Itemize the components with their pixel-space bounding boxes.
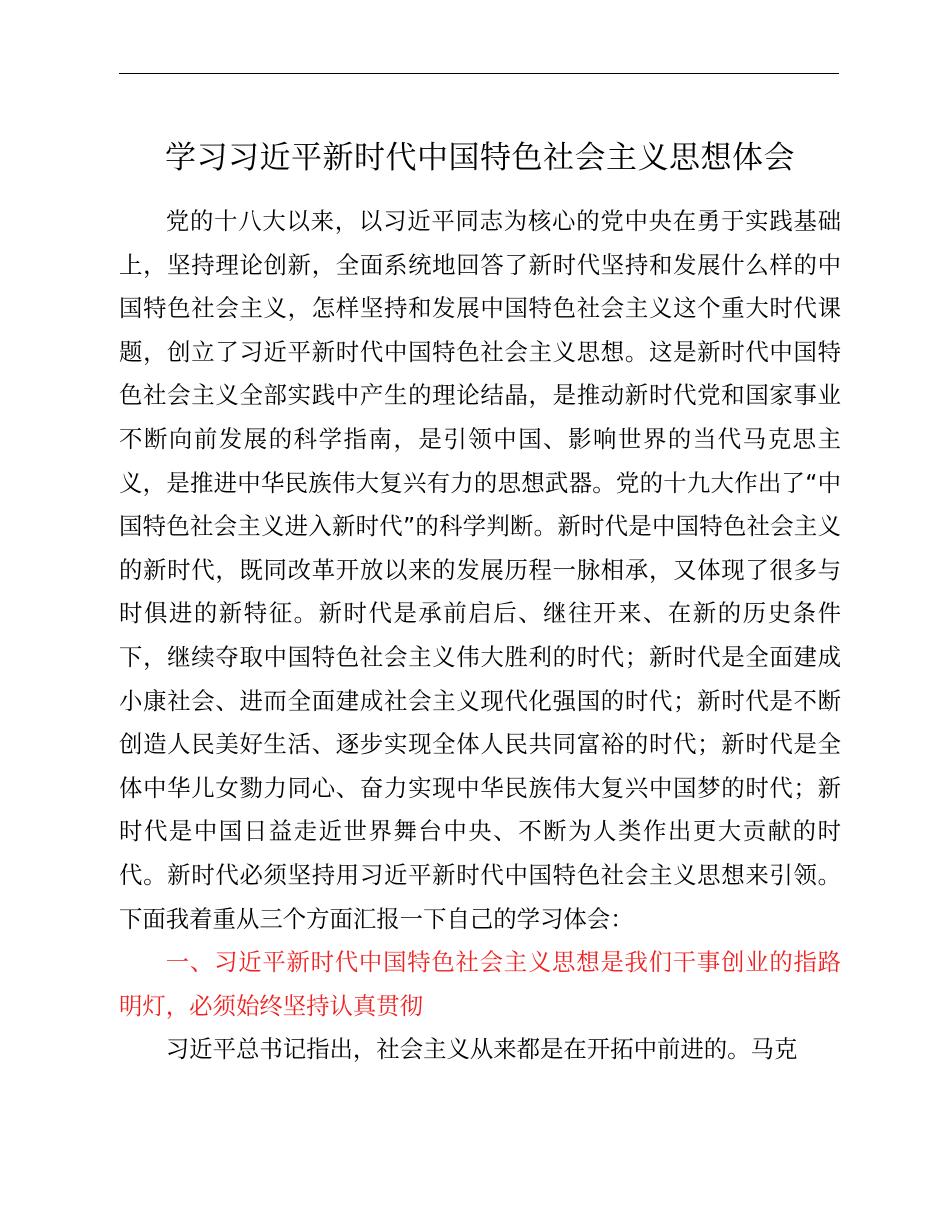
section-1-paragraph: 习近平总书记指出，社会主义从来都是在开拓中前进的。马克	[165, 1035, 798, 1064]
document-title: 学习习近平新时代中国特色社会主义思想体会	[165, 140, 795, 176]
header-rule	[119, 73, 839, 74]
section-heading-1: 一、习近平新时代中国特色社会主义思想是我们干事创业的指路明灯，必须始终坚持认真贯彻	[119, 948, 841, 1020]
intro-paragraph: 党的十八大以来，以习近平同志为核心的党中央在勇于实践基础上，坚持理论创新，全面系统地回答了新时代坚持和发展什么样的中国特色社会主义，怎样坚持和发展中国特色社会主义这个重大时代课题，创立了习近平新时代中国特色社会主义思想。这是新时代中国特色社会主义全部实践中产生的理论结晶，是推动新时代党和国家事业不断向前发展的科学指南，是引领中国、影响世界的当代马克思主义，是推进中华民族伟大复兴有力的思想武器。党的十九大作出了“中国特色社会主义进入新时代”的科学判断。新时代是中国特色社会主义的新时代，既同改革开放以来的发展历程一脉相承，又体现了很多与时俱进的新特征。新时代是承前启后、继往开来、在新的历史条件下，继续夺取中国特色社会主义伟大胜利的时代；新时代是全面建成小康社会、进而全面建成社会主义现代化强国的时代；新时代是不断创造人民美好生活、逐步实现全体人民共同富裕的时代；新时代是全体中华儿女勠力同心、奋力实现中华民族伟大复兴中国梦的时代；新时代是中国日益走近世界舞台中央、不断为人类作出更大贡献的时代。新时代必须坚持用习近平新时代中国特色社会主义思想来引领。下面我着重从三个方面汇报一下自己的学习体会：	[119, 207, 841, 933]
document-body	[119, 200, 841, 1072]
